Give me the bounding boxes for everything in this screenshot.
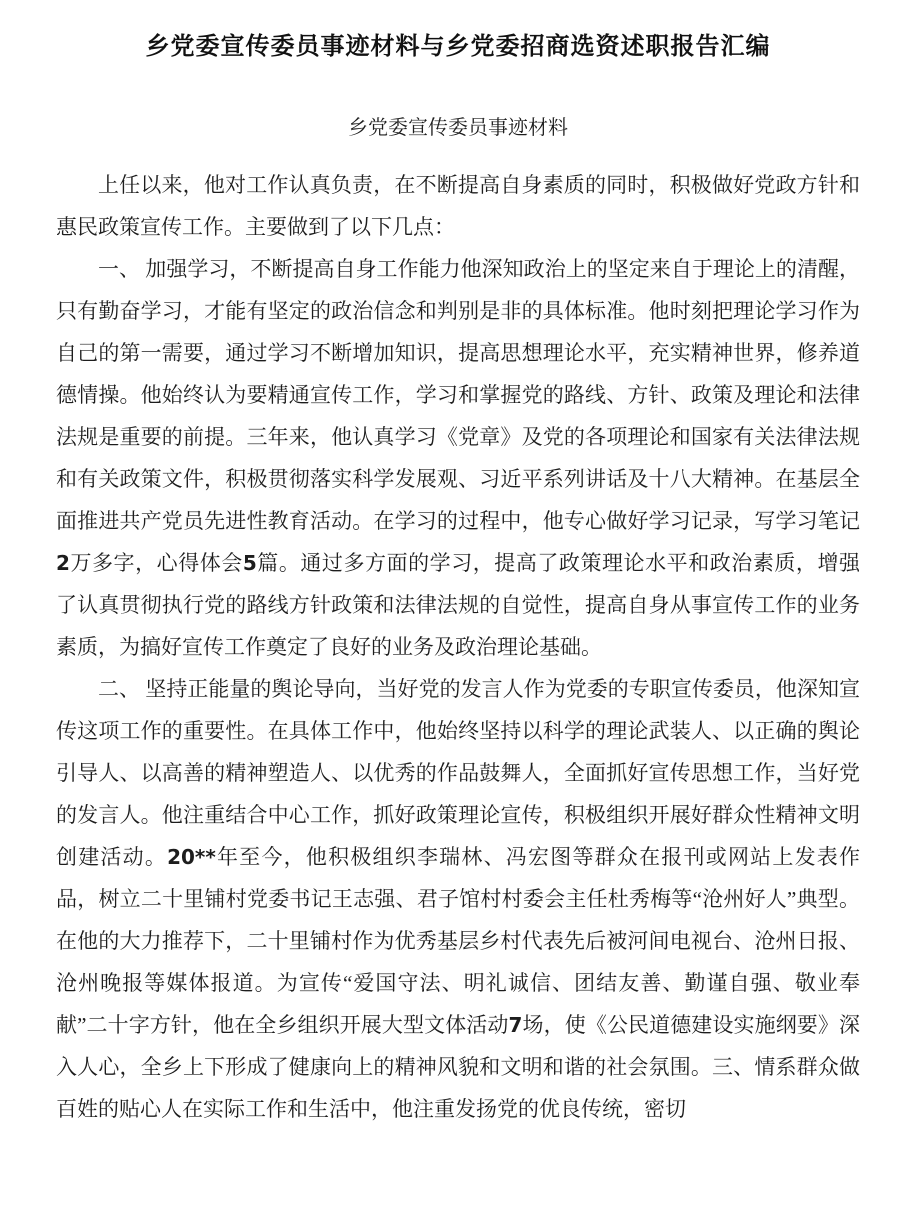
- paragraph-point-two: 二、 坚持正能量的舆论导向，当好党的发言人作为党委的专职宣传委员，他深知宣传这项工作的重要性。在具体工作中，他始终坚持以科学的理论武装人、以正确的舆论引导人、以高善的精神塑造人、以优秀的作品鼓舞人，全面抓好宣传思想工作，当好党的发言人。他注重结合中心工作，抓好政策理论宣传，积极组织开展好群众性精神文明创建活动。20**年至今，他积极组织李瑞林、冯宏图等群众在报刊或网站上发表作品，树立二十里铺村党委书记王志强、君子馆村村委会主任杜秀梅等“沧州好人”典型。在他的大力推荐下，二十里铺村作为优秀基层乡村代表先后被河间电视台、沧州日报、沧州晚报等媒体报道。为宣传“爱国守法、明礼诚信、团结友善、勤谨自强、敬业奉献”二十字方针，他在全乡组织开展大型文体活动7场，使《公民道德建设实施纲要》深入人心，全乡上下形成了健康向上的精神风貌和文明和谐的社会氛围。三、情系群众做百姓的贴心人在实际工作和生活中，他注重发扬党的优良传统，密切: [56, 677, 861, 1121]
- document-body: [56, 164, 860, 1130]
- section-title: 乡党委宣传委员事迹材料: [348, 117, 568, 139]
- paragraph-point-one: 一、 加强学习，不断提高自身工作能力他深知政治上的坚定来自于理论上的清醒，只有勤奋学习，才能有坚定的政治信念和判别是非的具体标准。他时刻把理论学习作为自己的第一需要，通过学习不断增加知识，提高思想理论水平，充实精神世界，修养道德情操。他始终认为要精通宣传工作，学习和掌握党的路线、方针、政策及理论和法律法规是重要的前提。三年来，他认真学习《党章》及党的各项理论和国家有关法律法规和有关政策文件，积极贯彻落实科学发展观、习近平系列讲话及十八大精神。在基层全面推进共产党员先进性教育活动。在学习的过程中，他专心做好学习记录，写学习笔记2万多字，心得体会5篇。通过多方面的学习，提高了政策理论水平和政治素质，增强了认真贯彻执行党的路线方针政策和法律法规的自觉性，提高自身从事宣传工作的业务素质，为搞好宣传工作奠定了良好的业务及政治理论基础。: [56, 257, 861, 659]
- document-title: 乡党委宣传委员事迹材料与乡党委招商选资述职报告汇编: [145, 34, 771, 60]
- paragraph-intro: 上任以来，他对工作认真负责，在不断提高自身素质的同时，积极做好党政方针和惠民政策宣传工作。主要做到了以下几点：: [56, 173, 860, 239]
